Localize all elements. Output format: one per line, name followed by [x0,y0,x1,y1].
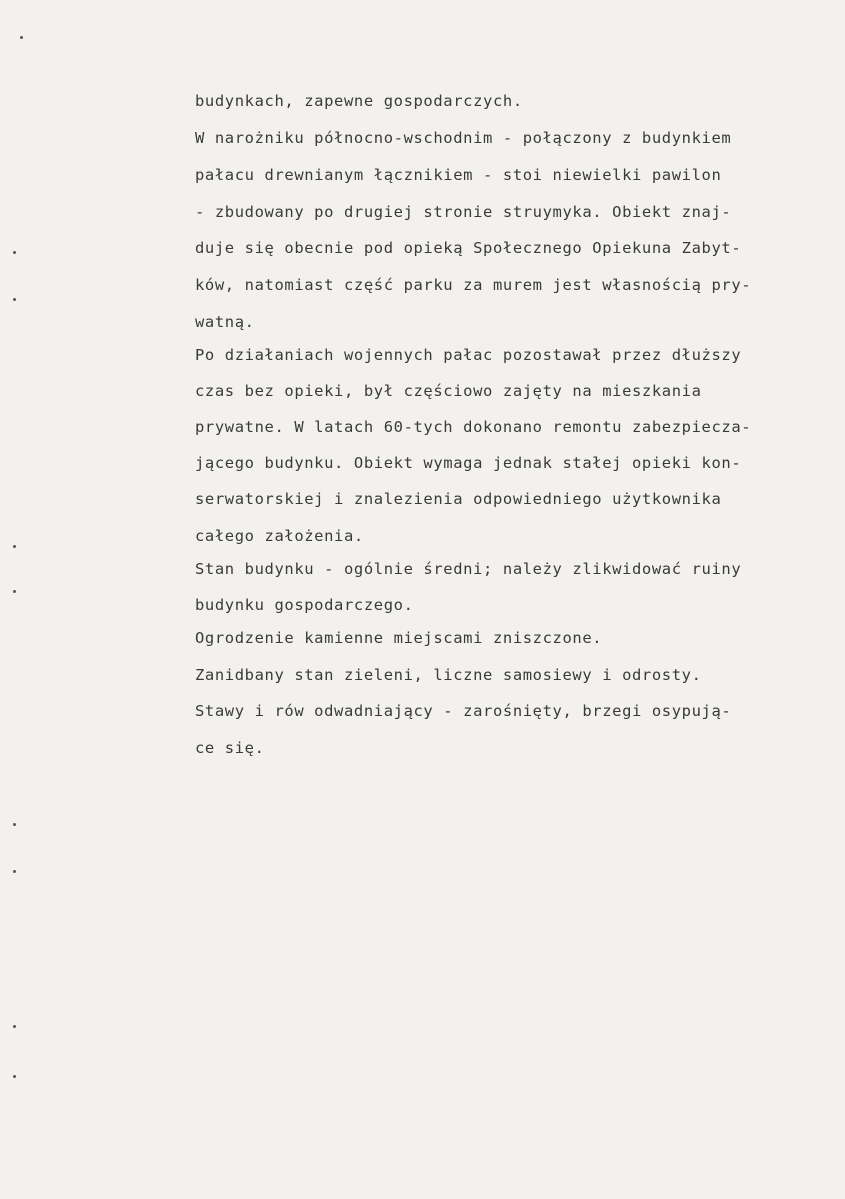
text-line: prywatne. W latach 60-tych dokonano remontu zabezpiecza- [195,418,752,436]
text-line: ce się. [195,739,265,757]
text-line: - zbudowany po drugiej stronie struymyka. Obiekt znaj- [195,203,732,221]
text-line: Stawy i rów odwadniający - zarośnięty, brzegi osypują- [195,702,732,720]
text-line: budynkach, zapewne gospodarczych. [195,92,523,110]
text-line: czas bez opieki, był częściowo zajęty na mieszkania [195,382,702,400]
margin-mark [13,823,16,826]
margin-mark [13,870,16,873]
margin-mark [13,545,16,548]
margin-mark [13,1075,16,1078]
text-line: W narożniku północno-wschodnim - połączony z budynkiem [195,129,732,147]
text-line: serwatorskiej i znalezienia odpowiedniego użytkownika [195,490,722,508]
text-line: całego założenia. [195,527,364,545]
margin-mark [13,298,16,301]
text-line: Po działaniach wojennych pałac pozostawał przez dłuższy [195,346,742,364]
margin-mark [13,251,16,254]
text-line: Ogrodzenie kamienne miejscami zniszczone. [195,629,603,647]
margin-mark [13,590,16,593]
text-line: Zanidbany stan zieleni, liczne samosiewy i odrosty. [195,666,702,684]
text-line: ków, natomiast część parku za murem jest własnością pry- [195,276,752,294]
margin-mark [20,36,23,39]
text-line: duje się obecnie pod opieką Społecznego Opiekuna Zabyt- [195,239,742,257]
text-line: pałacu drewnianym łącznikiem - stoi niewielki pawilon [195,166,722,184]
text-line: watną. [195,313,255,331]
text-line: budynku gospodarczego. [195,596,414,614]
margin-mark [13,1025,16,1028]
text-line: Stan budynku - ogólnie średni; należy zlikwidować ruiny [195,560,742,578]
text-line: jącego budynku. Obiekt wymaga jednak stałej opieki kon- [195,454,742,472]
